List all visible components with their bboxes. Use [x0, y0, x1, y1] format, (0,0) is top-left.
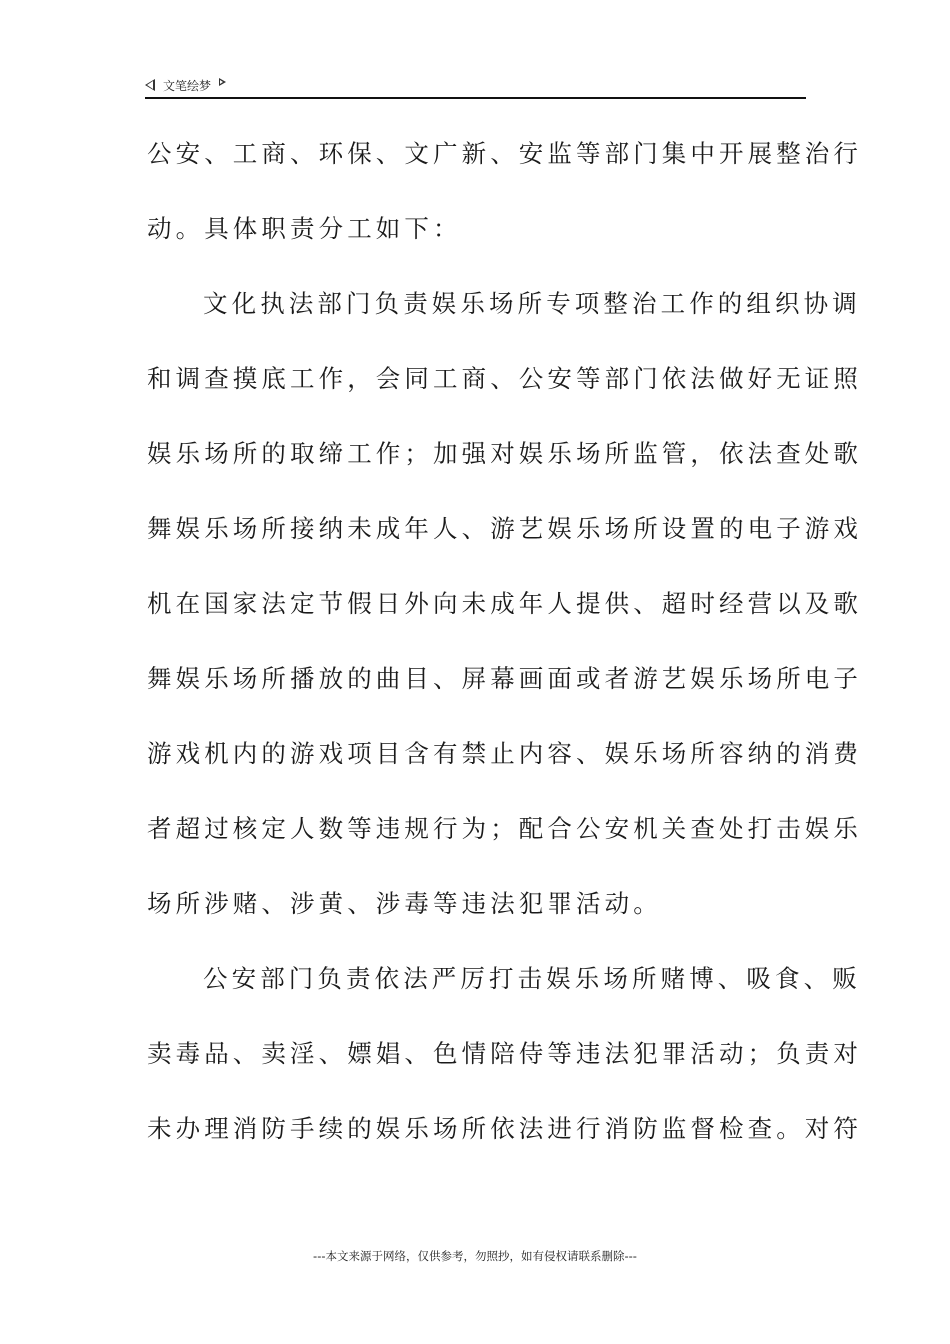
header-title: 文笔绘梦 — [163, 78, 212, 93]
text-line: 机在国家法定节假日外向未成年人提供、超时经营以及歌 — [147, 589, 862, 618]
text-line: 场所涉赌、涉黄、涉毒等违法犯罪活动。 — [147, 889, 662, 918]
document-body — [147, 130, 862, 1180]
triangle-left-icon — [145, 79, 155, 91]
text-line: 游戏机内的游戏项目含有禁止内容、娱乐场所容纳的消费 — [147, 739, 862, 768]
page-header — [145, 74, 805, 96]
text-line: 舞娱乐场所播放的曲目、屏幕画面或者游艺娱乐场所电子 — [147, 664, 862, 693]
text-line: 者超过核定人数等违规行为；配合公安机关查处打击娱乐 — [147, 814, 862, 843]
page-footer: ---本文来源于网络，仅供参考，勿照抄，如有侵权请联系删除--- — [313, 1249, 637, 1263]
triangle-right-icon — [219, 78, 226, 86]
text-line: 动。具体职责分工如下： — [147, 214, 462, 243]
text-line: 公安、工商、环保、文广新、安监等部门集中开展整治行 — [147, 139, 862, 168]
text-line: 公安部门负责依法严厉打击娱乐场所赌博、吸食、贩 — [203, 964, 861, 993]
text-line: 文化执法部门负责娱乐场所专项整治工作的组织协调 — [203, 289, 861, 318]
text-line: 未办理消防手续的娱乐场所依法进行消防监督检查。对符 — [147, 1114, 862, 1143]
header-divider — [145, 97, 806, 99]
text-line: 和调查摸底工作，会同工商、公安等部门依法做好无证照 — [147, 364, 862, 393]
text-line: 娱乐场所的取缔工作；加强对娱乐场所监管，依法查处歌 — [147, 439, 862, 468]
text-line: 舞娱乐场所接纳未成年人、游艺娱乐场所设置的电子游戏 — [147, 514, 862, 543]
text-line: 卖毒品、卖淫、嫖娼、色情陪侍等违法犯罪活动；负责对 — [147, 1039, 862, 1068]
